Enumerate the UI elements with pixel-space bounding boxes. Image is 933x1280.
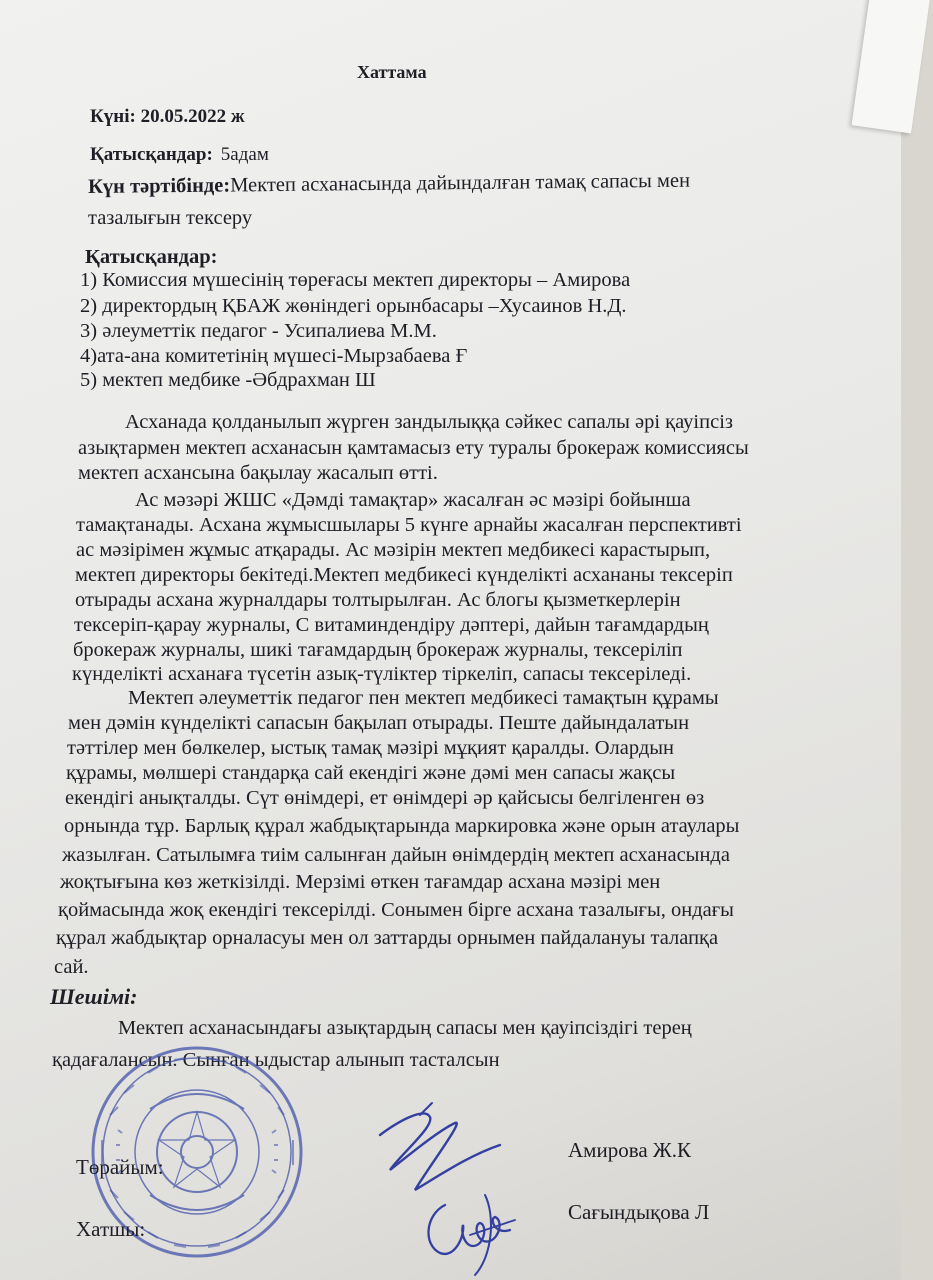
chair-label: Төрайым: [76,1155,164,1179]
agenda-text-2: тазалығын тексеру [88,207,253,229]
body-line: ас мәзірімен жұмыс атқарады. Ас мәзірін мектеп медбикесі карастырып, [76,539,711,561]
participant-item-5: 5) мектеп медбике -Әбдрахман Ш [80,369,376,391]
body-line: орнында тұр. Барлық құрал жабдықтарында маркировка және орын атаулары [64,815,740,837]
participants-count-value: 5адам [220,144,269,165]
body-line: құрал жабдықтар орналасуы мен ол заттарды орнымен пайдалануы талапқа [56,927,719,949]
agenda-text-1: Мектеп асханасында дайындалған тамақ сапасы мен [230,169,691,197]
body-line: тексеріп-қарау журналы, С витаминдендіру дәптері, дайын тағамдардың [74,614,709,636]
secretary-label: Хатшы: [76,1217,146,1241]
date-line: Күні: 20.05.2022 ж [90,106,245,127]
body-line: күнделікті асханаға түсетін азық-түліктер тіркеліп, сапасы тексеріледі. [72,663,692,685]
participants-count-line [90,143,269,167]
document-title: Хаттама [357,62,427,82]
body-line: Мектеп әлеуметтік педагог пен мектеп медбикесі тамақтын құрамы [128,687,719,709]
body-line: құрамы, мөлшері стандарқа сай екендігі және дәмі мен сапасы жақсы [66,762,676,784]
body-line: мектеп директоры бекітеді.Мектеп медбикесі күнделікті асхананы тексеріп [75,564,733,586]
body-line: жоқтығына көз жеткізілді. Мерзімі өткен тағамдар асхана мәзірі мен [60,871,661,893]
participant-item-1: 1) Комиссия мүшесінің төреғасы мектеп директоры – Амирова [80,269,631,291]
decision-line: Мектеп асханасындағы азықтардың сапасы мен қауіпсіздігі терең [118,1017,692,1039]
secretary-signature [415,1175,525,1280]
body-line: жазылған. Сатылымға тиім салынған дайын өнімдердің мектеп асханасында [62,844,730,866]
participant-item-4: 4)ата-ана комитетінің мүшесі-Мырзабаева Ғ [80,345,468,367]
secretary-name: Сағындықова Л [568,1200,710,1224]
decision-line: қадағалансын. Сынған ыдыстар алынып тасталсын [52,1049,500,1071]
body-line: Асханада қолданылып жүрген зандылыққа сәйкес сапалы әрі қауіпсіз [125,411,733,433]
participants-count-label: Қатысқандар: [90,144,213,165]
body-line: азықтармен мектеп асханасын қамтамасыз ету туралы брокераж комиссиясы [78,437,749,459]
body-line: екендігі анықталды. Сүт өнімдері, ет өнімдері әр қайсысы белгіленген өз [65,787,705,809]
body-line: отырады асхана журналдары толтырылған. Ас блогы қызметкерлерін [75,589,681,611]
body-line: Ас мәзәрі ЖШС «Дәмді тамақтар» жасалған әс мәзірі бойынша [135,489,691,511]
body-line: тәттілер мен бөлкелер, ыстық тамақ мәзірі мұқият қаралды. Олардын [67,737,675,759]
agenda-label: Күн тәртібінде: [87,174,231,198]
body-line: тамақтанады. Асхана жұмысшылары 5 күнге арнайы жасалған перспективті [76,514,742,536]
body-line: мен дәмін күнделікті сапасын бақылап отырады. Пеште дайындалатын [68,712,690,734]
corner-text-fragment [878,0,911,1]
chair-name: Амирова Ж.К [568,1138,691,1162]
body-line: брокераж журналы, шикі тағамдардың брокераж журналы, тексеріліп [73,639,683,661]
body-line: мектеп асхансына бақылау жасалып өтті. [78,462,438,484]
decision-heading: Шешімі: [50,984,138,1009]
body-line: сай. [54,956,89,978]
participant-item-3: 3) әлеуметтік педагог - Усипалиева М.М. [80,320,437,342]
participant-item-2: 2) директордың ҚБАЖ жөніндегі орынбасары –Хусаинов Н.Д. [80,295,627,317]
participants-heading: Қатысқандар: [85,246,218,268]
agenda-line [88,169,690,199]
body-line: қоймасында жоқ екендігі тексерілді. Сонымен бірге асхана тазалығы, ондағы [58,899,734,921]
underlying-page-corner [852,0,931,133]
